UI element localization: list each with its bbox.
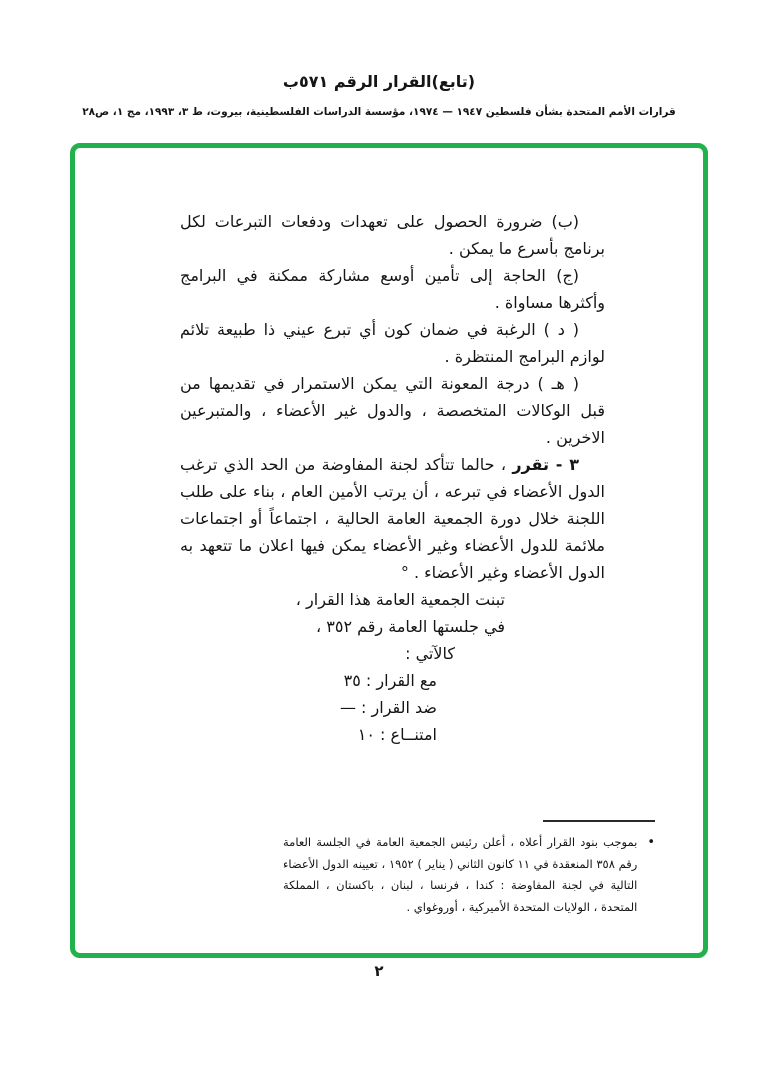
- paragraph-d: ( د ) الرغبة في ضمان كون أي تبرع عيني ذا طبيعة تلائم لوازم البرامج المنتظرة .: [180, 320, 605, 366]
- footnote-text: بموجب بنود القرار أعلاه ، أعلن رئيس الجمعية العامة في الجلسة العامة رقم ٣٥٨ المنعقدة في ١١ كانون الثاني ( يناير ) ١٩٥٢ ، تعيينه الدول الأعضاء التالية في لجنة المفاوضة : كندا ، فرنسا ، لبنان ، باكستان ، المملكة المتحدة ، الولايات المتحدة الأميركية ، أوروغواي .: [283, 835, 638, 914]
- page-title: (تابع)القرار الرقم ٥٧١ب: [282, 72, 476, 91]
- footnote-row: [283, 832, 655, 918]
- decision-body-text: ، حالما تتأكد لجنة المفاوضة من الحد الذي ترغب الدول الأعضاء في تبرعه ، أن يرتب الأمين العام ، بناء على طلب اللجنة خلال دورة الجمعية العامة الحالية ، اجتماعاً أو اجتماعات ملائمة للدول الأعضاء وغير الأعضاء يمكن فيها اعلان ما تتعهد به الدول الأعضاء وغير الأعضاء . °: [180, 455, 605, 582]
- vote-row-against: ضد القرار : —: [339, 698, 437, 717]
- page-number: ٢: [374, 962, 384, 980]
- footnote-divider: [543, 820, 655, 822]
- paragraph-h: ( هـ ) درجة المعونة التي يمكن الاستمرار في تقديمها من قبل الوكالات المتخصصة ، والدول غير الأعضاء ، والمتبرعين الاخرين .: [180, 374, 605, 447]
- vote-row-abstain: امتنــاع : ١٠: [357, 725, 437, 744]
- adoption-line-2: في جلستها العامة رقم ٣٥٢ ،: [316, 617, 505, 636]
- paragraph-j: (ج) الحاجة إلى تأمين أوسع مشاركة ممكنة في البرامج وأكثرها مساواة .: [180, 266, 605, 312]
- green-frame: [70, 143, 708, 958]
- vote-row-for: مع القرار : ٣٥: [343, 671, 437, 690]
- adoption-line-3: كالآتي :: [405, 644, 455, 663]
- source-citation: قرارات الأمم المتحدة بشأن فلسطين ١٩٤٧ — ١٩٧٤، مؤسسة الدراسات الفلسطينية، بيروت، ط ٣، ١٩٩٣، مج ١، ص٢٨: [82, 106, 676, 118]
- decision-lead-word: ٣ - تقرر: [512, 455, 580, 474]
- footnote-bullet-marker: •: [647, 835, 655, 850]
- paragraph-3-decision: [180, 451, 605, 586]
- resolution-text-block: [75, 148, 703, 748]
- paragraph-b: (ب) ضرورة الحصول على تعهدات ودفعات التبرعات لكل برنامج بأسرع ما يمكن .: [180, 212, 605, 258]
- vote-tally-block: [180, 667, 605, 748]
- adoption-line-1: تبنت الجمعية العامة هذا القرار ،: [295, 590, 505, 609]
- adoption-block: [180, 586, 605, 667]
- footnote-block: [283, 820, 655, 918]
